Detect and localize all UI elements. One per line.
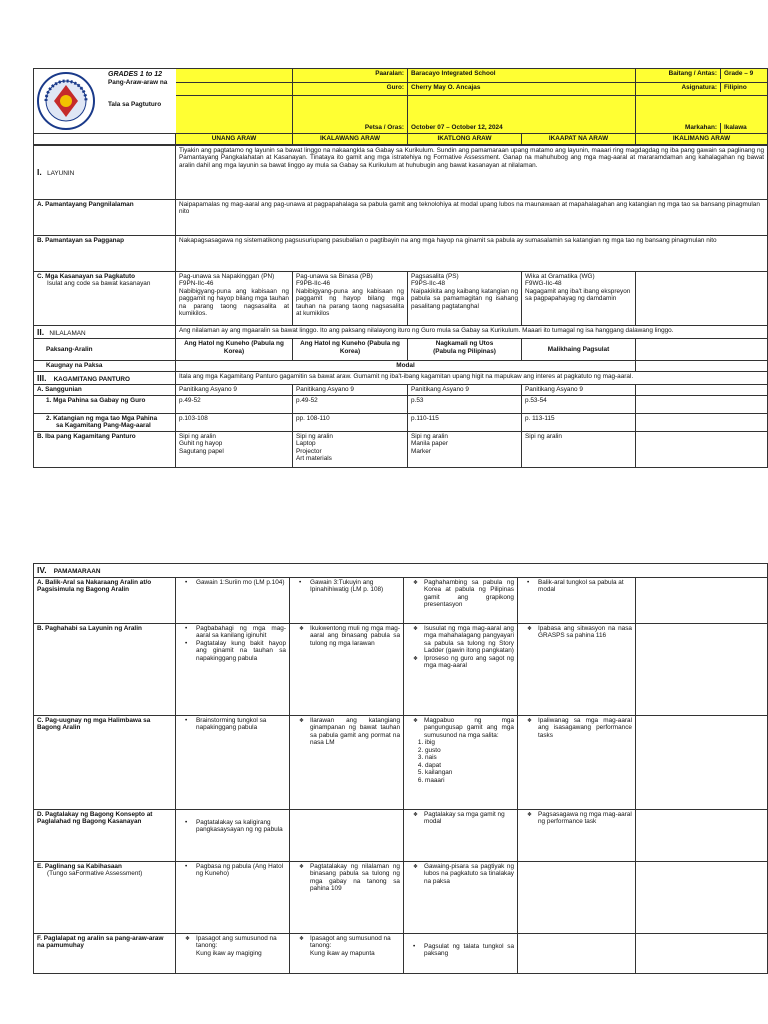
pamantayan-sa-pagganap-text: Nakapagsasagawa ng sistematikong pagsusuriupang pasubalian o pagtibayin na ang mga hayop na ginamit sa pabula ay sumasalamin sa katangian ng mga tao ng bansang pinagmulan nito [176,235,768,271]
baitang-value: Grade – 9 [724,70,754,77]
sanggunian-day-2: Panitikang Asyano 9 [293,385,408,396]
pagtalakay-day-3: ❖ Pagtalakay sa mga gamit ng modal [404,809,518,861]
pamamaraan-table [33,563,768,974]
pamantayan-sa-pagganap-label: B. Pamantayan sa Pagganap [34,235,176,271]
asignatura-value: Filipino [724,83,747,91]
kasanayan-day-4: Wika at Gramatika (WG) F9WG-IIc-48 Nagagamit ang iba't ibang ekspreyon sa pagpapahayag ng damdamin [522,271,636,325]
pag-uugnay-day-3: ❖ Magpabuo ng mga pangungusap gamit ang mga sumusunod na mga salita: 1. ibig 2. gusto 3. nais 4. dapat 5. kailangan 6. maaari [404,715,518,809]
gabay-day-2: p.49-52 [293,395,408,413]
guro-label: Guro: [293,82,408,96]
kagamitan-heading: III. KAGAMITANG PANTURO [34,371,176,385]
paglalapat-day-3: • Pagsulat ng talata tungkol sa paksang [404,933,518,973]
pag-uugnay-label: C. Pag-uugnay ng mga Halimbawa sa Bagong Aralin [34,715,176,809]
markahan-label: Markahan: [636,123,721,133]
iba-day-3: Sipi ng aralin Manila paper Marker [408,431,522,467]
sanggunian-day-4: Panitikang Asyano 9 [522,385,636,396]
pagtalakay-day-2 [290,809,404,861]
katangian-day-1: p.103-108 [176,413,293,431]
gabay-day-1: p.49-52 [176,395,293,413]
layunin-heading: I. LAYUNIN [34,145,176,199]
day-header-3: IKATLONG ARAW [408,134,522,145]
pagtalakay-day-4: ❖ Pagsasagawa ng mga mag-aaral ng performance task [518,809,636,861]
pamantayang-pangnilalaman-text: Naipapamalas ng mag-aaral ang pag-unawa at pagpapahalaga sa pabula gamit ang teknolohiya at modal upang lubos na maunawaan at mapahalagahan ang katangian ng mga tao sa bansang pinagmulan nito [176,199,768,235]
guro-value: Cherry May O. Ancajas [408,82,636,96]
salita-list: 1. ibig 2. gusto 3. nais 4. dapat 5. kailangan 6. maaari [407,739,514,784]
pag-uugnay-day-2: ❖ Ilarawan ang katangiang ginampanan ng bawat tauhan sa pabula gamit ang pormat na nasa LM [290,715,404,809]
paaralan-label: Paaralan: [293,69,408,83]
nilalaman-heading: II. NILALAMAN [34,325,176,339]
paglalapat-label: F. Paglalapat ng aralin sa pang-araw-araw na pamumuhay [34,933,176,973]
paglalapat-day-2: ❖ Ipasagot ang sumusunod na tanong: Kung ikaw ay mapunta [290,933,404,973]
content-table [33,145,768,468]
paghahabi-day-1: • Pagbabahagi ng mga mag-aaral sa kanilang iginuhit • Pagtatalay kung bakit hayop ang ginamit na tauhan sa napakinggang pabula [176,623,290,715]
paglinang-day-3: ❖ Gawaing-pisara sa pagtiyak ng lubos na pagkatuto sa tinalakay na paksa [404,861,518,933]
iba-day-1: Sipi ng aralin Guhit ng hayop Sagutang papel [176,431,293,467]
paglinang-day-4 [518,861,636,933]
paglalapat-day-4 [518,933,636,973]
balik-aral-day-1: • Gawain 1:Suriin mo (LM p.104) [176,577,290,623]
paglinang-day-1: • Pagbasa ng pabula (Ang Hatol ng Kuneho) [176,861,290,933]
paaralan-value: Baracayo Integrated School [408,69,636,83]
kagamitang-pang-mag-aaral-label: 2. Katangian ng mga tao Mga Pahina sa Kagamitang Pang-Mag-aaral [34,413,176,431]
paghahabi-day-4: ❖ Ipabasa ang sitwasyon na nasa GRASPS sa pahina 116 [518,623,636,715]
paglalapat-day-1: ❖ Ipasagot ang sumusunod na tanong: Kung ikaw ay magiging [176,933,290,973]
kaugnay-na-paksa-value: Modal [176,361,636,372]
balik-aral-day-3: ❖ Paghahambing sa pabula ng Korea at pabula ng Pilipinas gamit ang grapikong presentasyon [404,577,518,623]
katangian-day-2: pp. 108-110 [293,413,408,431]
iba-day-4: Sipi ng aralin [522,431,636,467]
paksa-day-5 [636,339,768,361]
kasanayan-day-5 [636,271,768,325]
balik-aral-day-4: • Balik-aral tungkol sa pabula at modal [518,577,636,623]
paghahabi-day-2: ❖ Ikukwentong muli ng mga mag-aaral ang binasang pabula sa tulong ng mga larawan [290,623,404,715]
kasanayan-day-3: Pagsasalita (PS) F9PS-IIc-48 Naipakikita ang kaibang katangian ng pabula sa pamamagitan ng isahang pasalitang pagtatanghal [408,271,522,325]
kasanayan-day-1: Pag-unawa sa Napakinggan (PN) F9PN-IIc-46 Nabibigyang-puna ang kabisaan ng paggamit ng hayop bilang mga tauhan na parang taong nagsasalita at kumikilos. [176,271,293,325]
kasanayan-day-2: Pag-unawa sa Binasa (PB) F9PB-IIc-46 Nabibigyang-puna ang kabisaan ng paggamit ng hayop bilang mga tauhan na parang taong nagsasalita at kumikilos [293,271,408,325]
markahan-value: Ikalawa [724,124,747,132]
pag-uugnay-day-4: ❖ Ipaliwanag sa mga mag-aaral ang isasagawang performance tasks [518,715,636,809]
paglinang-label: E. Paglinang sa Kabihasaan (Tungo saFormative Assessment) [34,861,176,933]
day-header-2: IKALAWANG ARAW [293,134,408,145]
kasanayan-label: C. Mga Kasanayan sa Pagkatuto Isulat ang code sa bawat kasanayan [34,271,176,325]
grades-label: GRADES 1 to 12 [108,71,163,78]
kagamitan-text: Itala ang mga Kagamitang Panturo gagamitin sa bawat araw. Gumamit ng iba't-ibang kagamitan upang higit na mapukaw ang interes at pagkatuto ng mag-aaral. [176,371,768,385]
log-type: Pang-Araw-araw na [108,79,168,87]
gabay-day-4: p.53-54 [522,395,636,413]
pamantayang-pangnilalaman-label: A. Pamantayang Pangnilalaman [34,199,176,235]
sanggunian-day-3: Panitikang Asyano 9 [408,385,522,396]
iba-day-2: Sipi ng aralin Laptop Projector Art materials [293,431,408,467]
sanggunian-label: A. Sanggunian [34,385,176,396]
lesson-plan-page-2 [33,563,767,974]
day-header-5: IKALIMANG ARAW [636,134,768,145]
deped-seal-icon [36,71,104,131]
kaugnay-na-paksa-label: Kaugnay na Paksa [34,361,176,372]
paksa-day-3: Nagkamali ng Utos (Pabula ng Pilipinas) [408,339,522,361]
gabay-ng-guro-label: 1. Mga Pahina sa Gabay ng Guro [34,395,176,413]
pagtalakay-label: D. Pagtalakay ng Bagong Konsepto at Paglalahad ng Bagong Kasanayan [34,809,176,861]
balik-aral-day-2: • Gawain 3:Tukuyin ang Ipinahihiwatig (LM p. 108) [290,577,404,623]
lesson-plan-page-1 [33,68,767,468]
paksa-day-2: Ang Hatol ng Kuneho (Pabula ng Korea) [293,339,408,361]
pamamaraan-heading: IV. PAMAMARAAN [34,564,768,578]
header-table [33,68,768,145]
pag-uugnay-day-1: • Brainstorming tungkol sa napakinggang pabula [176,715,290,809]
petsa-label: Petsa / Oras: [293,96,408,134]
paksang-aralin-label: Paksang-Aralin [34,339,176,361]
nilalaman-text: Ang nilalaman ay ang mgaaralin sa bawat linggo. Ito ang paksang nilalayong ituro ng Guro mula sa Gabay sa Kurikulum. Maaari ito tumagal ng isa hanggang dalawang linggo. [176,325,768,339]
pagtalakay-day-1: • Pagtatalakay sa kaligirang pangkasaysayan ng ng pabula [176,809,290,861]
baitang-label: Baitang / Antas: [636,69,721,79]
petsa-value: October 07 – October 12, 2024 [408,96,636,134]
day-header-1: UNANG ARAW [176,134,293,145]
asignatura-label: Asignatura: [636,83,721,93]
layunin-text: Tiyakin ang pagtatamo ng layunin sa bawat linggo na nakaangkla sa Gabay sa Kurikulum. Sundin ang pamamaraan upang matamo ang layunin, maaari ring magdagdag ng iba pang gawain sa paglinang ng Pamantayang Pangkalahatan at Kasanayan. Tinataya ito gamit ang mga istratehiya ng Formative Assessment. Ganap na mahuhubog ang mga mag-aaral at mararamdaman ang kahalagahan ng bawat aralin dahil ang mga layunin sa bawat linggo ay mula sa Gabay sa Kurikulum at huhubugin ang bawat kasanayan at nilalaman. [176,145,768,199]
header-logo-cell [34,69,176,134]
katangian-day-3: p.110-115 [408,413,522,431]
log-title: Tala sa Pagtuturo [108,100,162,108]
balik-aral-label: A. Balik-Aral sa Nakaraang Aralin at/o Pagsisimula ng Bagong Aralin [34,577,176,623]
paghahabi-day-3: ❖ Isusulat ng mga mag-aaral ang mga mahahalagang pangyayari sa pabula sa tulong ng Story Ladder (gawin itong pangkatan) ❖ Iproseso ng guro ang sagot ng mga mag-aaral [404,623,518,715]
gabay-day-3: p.53 [408,395,522,413]
day-header-4: IKAAPAT NA ARAW [522,134,636,145]
paksa-day-4: Malikhaing Pagsulat [522,339,636,361]
iba-pang-kagamitan-label: B. Iba pang Kagamitang Panturo [34,431,176,467]
paghahabi-label: B. Paghahabi sa Layunin ng Aralin [34,623,176,715]
katangian-day-4: p. 113-115 [522,413,636,431]
sanggunian-day-1: Panitikang Asyano 9 [176,385,293,396]
paksa-day-1: Ang Hatol ng Kuneho (Pabula ng Korea) [176,339,293,361]
paglinang-day-2: ❖ Pagtatalakay ng nilalaman ng binasang pabula sa tulong ng mga gabay na tanong sa pahina 109 [290,861,404,933]
